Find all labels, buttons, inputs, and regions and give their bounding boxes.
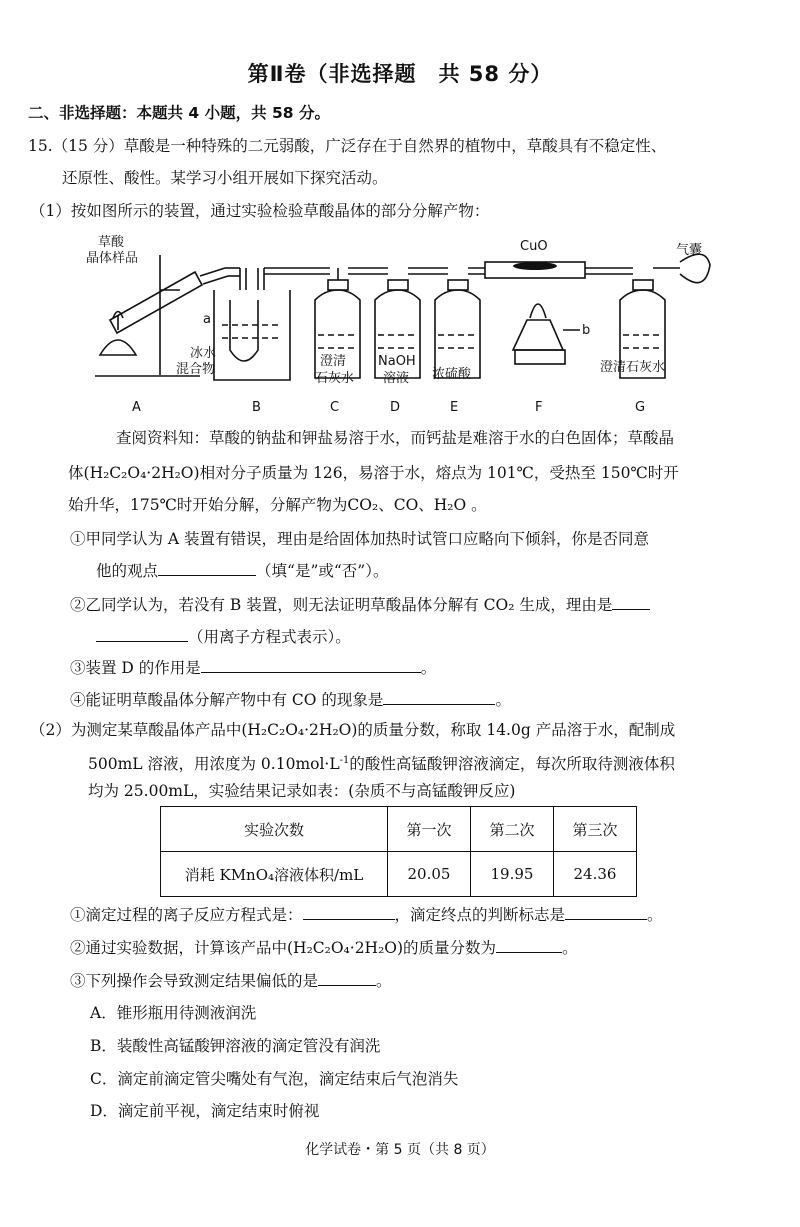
label-lime-g: 澄清石灰水: [600, 360, 666, 375]
label-lime-2: 石灰水: [315, 371, 355, 386]
table-header: 第三次: [554, 807, 637, 852]
page-footer: 化学试卷・第 5 页（共 8 页）: [305, 1142, 495, 1158]
option-d: D．滴定前平视，滴定结束时俯视: [90, 1102, 320, 1120]
results-table: [160, 806, 637, 897]
table-cell: 24.36: [554, 852, 637, 897]
label-naoh-1: NaOH: [378, 354, 416, 369]
q2-sub3: ③下列操作会导致测定结果偏低的是 。: [70, 972, 392, 990]
label-a: a: [203, 312, 211, 327]
q2-sub1: ①滴定过程的离子反应方程式是： ，滴定终点的判断标志是 。: [70, 906, 663, 924]
label-b: b: [582, 323, 591, 338]
info-line1: 查阅资料知：草酸的钠盐和钾盐易溶于水，而钙盐是难溶于水的白色固体；草酸晶: [116, 429, 675, 447]
letter-b: B: [252, 400, 261, 415]
answer-blank-4[interactable]: [383, 690, 495, 705]
letter-c: C: [330, 400, 340, 415]
table-row-label: 消耗 KMnO₄溶液体积/mL: [161, 852, 388, 897]
apparatus-figure: [0, 0, 800, 420]
option-c: C．滴定前滴定管尖嘴处有气泡，滴定结束后气泡消失: [90, 1070, 459, 1088]
answer-blank-1[interactable]: [158, 561, 256, 576]
formula-h2c2o4: (H₂C₂O₄·2H₂O): [83, 464, 200, 482]
table-header: 第一次: [388, 807, 471, 852]
letter-d: D: [390, 400, 401, 415]
q1-sub1-line1: ①甲同学认为 A 装置有错误，理由是给固体加热时试管口应略向下倾斜，你是否同意: [70, 530, 650, 548]
info-line3: 始升华，175℃时开始分解，分解产物为CO₂、CO、H₂O 。: [68, 496, 487, 514]
answer-blank-2b[interactable]: [96, 627, 188, 642]
q1-sub2-line2: （用离子方程式表示）。: [96, 626, 351, 648]
letter-e: E: [450, 400, 459, 415]
page-title: 第Ⅱ卷（非选择题 共 58 分）: [247, 62, 553, 86]
q2-sub2: ②通过实验数据，计算该产品中(H₂C₂O₄·2H₂O)的质量分数为 。: [70, 939, 578, 957]
table-row: [161, 852, 637, 897]
label-ice-1: 冰水: [190, 346, 217, 361]
answer-blank-7[interactable]: [496, 938, 562, 953]
q1-sub4: ④能证明草酸晶体分解产物中有 CO 的现象是 。: [70, 691, 511, 709]
label-sample-2: 晶体样品: [86, 251, 139, 266]
label-lime-1: 澄清: [320, 354, 347, 369]
q15-part2-line1: （2）为测定某草酸晶体产品中(H₂C₂O₄·2H₂O)的质量分数，称取 14.0g 产品溶于水，配制成: [30, 721, 676, 739]
table-header-row: [161, 807, 637, 852]
answer-blank-2a[interactable]: [612, 595, 650, 610]
option-b: B．装酸性高锰酸钾溶液的滴定管没有润洗: [90, 1037, 381, 1055]
section-heading: 二、非选择题：本题共 4 小题，共 58 分。: [28, 104, 330, 122]
info-line2: 体(H₂C₂O₄·2H₂O)相对分子质量为 126，易溶于水，熔点为 101℃，受热至 150℃时开: [68, 464, 679, 482]
answer-blank-5[interactable]: [303, 905, 395, 920]
q15-part2-line3: 均为 25.00mL，实验结果记录如表：(杂质不与高锰酸钾反应): [88, 782, 516, 800]
table-header: 实验次数: [161, 807, 388, 852]
label-cuo: CuO: [520, 239, 548, 254]
label-naoh-2: 溶液: [383, 371, 410, 386]
q15-intro-line2: 还原性、酸性。某学习小组开展如下探究活动。: [62, 169, 388, 187]
table-header: 第二次: [471, 807, 554, 852]
q1-sub3: ③装置 D 的作用是 。: [70, 659, 437, 677]
q1-sub1-line2: 他的观点 （填“是”或“否”）。: [96, 562, 389, 580]
label-sample-1: 草酸: [98, 235, 125, 250]
table-cell: 19.95: [471, 852, 554, 897]
label-h2so4: 浓硫酸: [432, 367, 472, 382]
answer-blank-8[interactable]: [318, 971, 376, 986]
letter-f: F: [535, 400, 543, 415]
answer-blank-3[interactable]: [201, 658, 421, 673]
table-cell: 20.05: [388, 852, 471, 897]
q15-part2-line2: 500mL 溶液，用浓度为 $0.10mol\cdot L^{-1}$的酸性高锰酸钾溶液滴定，每次所取待测液体积: [88, 755, 675, 773]
option-a: A．锥形瓶用待测液润洗: [90, 1004, 257, 1022]
q15-intro-line1: 15.（15 分）草酸是一种特殊的二元弱酸，广泛存在于自然界的植物中，草酸具有不稳定性、: [28, 137, 667, 155]
q15-part1: （1）按如图所示的装置，通过实验检验草酸晶体的部分分解产物：: [30, 202, 490, 220]
label-ice-2: 混合物: [176, 362, 216, 377]
letter-g: G: [635, 400, 646, 415]
label-balloon: 气囊: [676, 243, 703, 258]
answer-blank-6[interactable]: [565, 905, 647, 920]
letter-a: A: [132, 400, 141, 415]
q1-sub2-line1: ②乙同学认为，若没有 B 装置，则无法证明草酸晶体分解有 CO₂ 生成，理由是: [70, 594, 650, 616]
